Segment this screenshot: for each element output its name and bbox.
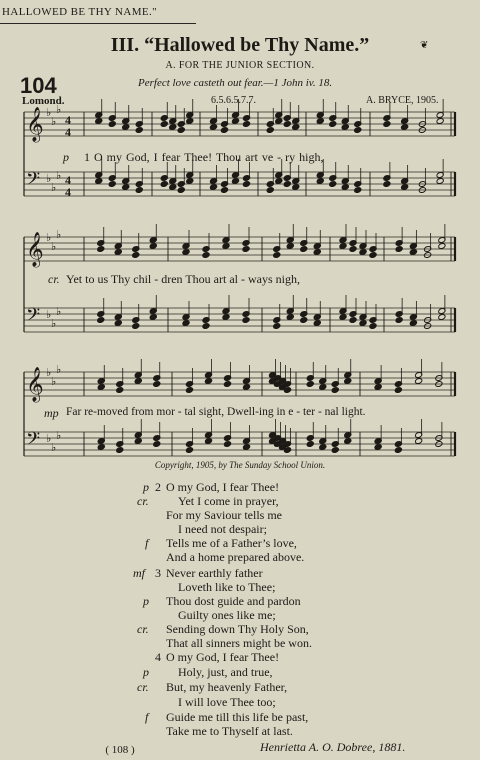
- note-head: [286, 243, 294, 250]
- note-head: [313, 249, 321, 256]
- note-head: [242, 246, 250, 253]
- note-head: [331, 387, 339, 394]
- note-head: [177, 127, 185, 134]
- note-head: [275, 118, 283, 125]
- flat-icon: ♭: [46, 173, 52, 185]
- note-head: [341, 184, 349, 191]
- note-head: [177, 187, 185, 194]
- note-head: [186, 118, 194, 125]
- flat-icon: ♭: [51, 182, 57, 194]
- verse-dynamic: cr.: [137, 622, 149, 636]
- treble-clef-icon: 𝄞: [26, 367, 44, 402]
- note-head: [185, 447, 193, 454]
- flat-icon: ♭: [51, 116, 57, 128]
- verse-line: That all sinners might be won.: [166, 636, 312, 650]
- note-head: [108, 121, 116, 128]
- note-head: [415, 438, 423, 445]
- note-head: [316, 118, 324, 125]
- verse-dynamic: cr.: [137, 680, 149, 694]
- note-head: [202, 323, 210, 330]
- flat-icon: ♭: [56, 364, 62, 376]
- verse-line: But, my heavenly Father,: [166, 680, 288, 694]
- verse-line: Sending down Thy Holy Son,: [166, 622, 309, 636]
- note-head: [242, 181, 250, 188]
- note-head: [160, 121, 168, 128]
- ornament-icon: ❦: [420, 40, 429, 51]
- verse-line: Loveth like to Thee;: [178, 580, 276, 594]
- note-head: [283, 121, 291, 128]
- note-head: [369, 252, 377, 259]
- verse-line: Never earthly father: [166, 566, 263, 580]
- note-head: [316, 178, 324, 185]
- verse-dynamic: f: [145, 536, 149, 550]
- bass-clef-icon: 𝄢: [26, 429, 41, 454]
- flat-icon: ♭: [56, 430, 62, 442]
- tune-name: Lomond.: [22, 95, 65, 107]
- note-head: [222, 243, 230, 250]
- note-head: [331, 447, 339, 454]
- note-head: [169, 124, 177, 131]
- note-head: [344, 438, 352, 445]
- flat-icon: ♭: [46, 107, 52, 119]
- epigraph: Perfect love casteth out fear.—1 John iv. 18.: [138, 77, 333, 89]
- note-head: [242, 317, 250, 324]
- note-head: [394, 387, 402, 394]
- note-head: [223, 441, 231, 448]
- system-3-dynamic: mp: [44, 406, 59, 420]
- verse-line: Guide me till this life be past,: [166, 710, 309, 724]
- note-head: [354, 127, 362, 134]
- flat-icon: ♭: [56, 104, 62, 116]
- note-head: [231, 118, 239, 125]
- note-head: [95, 118, 103, 125]
- note-head: [374, 384, 382, 391]
- verse-line: Yet I come in prayer,: [178, 494, 279, 508]
- note-head: [339, 314, 347, 321]
- note-head: [306, 441, 314, 448]
- bass-clef-icon: 𝄢: [26, 169, 41, 194]
- note-head: [438, 314, 446, 321]
- note-head: [97, 317, 105, 324]
- note-head: [344, 378, 352, 385]
- system-1-lyric: 1 O my God, I fear Thee! Thou art ve - ry high,: [84, 150, 324, 164]
- note-head: [300, 317, 308, 324]
- note-head: [135, 127, 143, 134]
- system-1-dynamic: p: [63, 150, 69, 164]
- note-head: [306, 381, 314, 388]
- note-head: [242, 121, 250, 128]
- verse-line: Holy, just, and true,: [178, 665, 273, 679]
- note-head: [383, 181, 391, 188]
- note-head: [438, 243, 446, 250]
- flat-icon: ♭: [56, 306, 62, 318]
- note-head: [394, 447, 402, 454]
- bass-clef-icon: 𝄢: [26, 305, 41, 330]
- note-head: [374, 444, 382, 451]
- note-head: [149, 243, 157, 250]
- note-head: [273, 323, 281, 330]
- time-signature: 4: [65, 173, 71, 187]
- flat-icon: ♭: [46, 309, 52, 321]
- note-head: [349, 246, 357, 253]
- verse-line: Guilty ones like me;: [178, 608, 276, 622]
- note-head: [242, 384, 250, 391]
- note-head: [341, 124, 349, 131]
- note-head: [160, 181, 168, 188]
- verse-number: 3: [155, 566, 161, 580]
- verse-line: For my Saviour tells me: [166, 508, 282, 522]
- note-head: [182, 320, 190, 327]
- note-head: [209, 124, 217, 131]
- note-head: [275, 178, 283, 185]
- note-head: [313, 320, 321, 327]
- note-head: [266, 187, 274, 194]
- flat-icon: ♭: [46, 367, 52, 379]
- note-head: [266, 127, 274, 134]
- note-head: [122, 184, 130, 191]
- verse-line: I will love Thee too;: [178, 695, 276, 709]
- time-signature: 4: [65, 125, 71, 139]
- note-head: [409, 320, 417, 327]
- note-head: [242, 444, 250, 451]
- verse-line: I need not despair;: [178, 522, 267, 536]
- verse-dynamic: mf: [133, 566, 145, 580]
- time-signature: 4: [65, 185, 71, 199]
- note-head: [209, 184, 217, 191]
- verse-number: 4: [155, 650, 161, 664]
- hymn-number: 104: [20, 73, 57, 98]
- note-head: [182, 249, 190, 256]
- note-head: [329, 181, 337, 188]
- verse-dynamic: f: [145, 710, 149, 724]
- note-head: [122, 124, 130, 131]
- note-head: [339, 243, 347, 250]
- time-signature: 4: [65, 113, 71, 127]
- verse-dynamic: p: [143, 480, 149, 494]
- section-title: III. “Hallowed be Thy Name.”: [110, 34, 370, 56]
- flat-icon: ♭: [51, 442, 57, 454]
- note-head: [329, 121, 337, 128]
- treble-clef-icon: 𝄞: [26, 107, 44, 142]
- author-attribution: Henrietta A. O. Dobree, 1881.: [260, 740, 406, 754]
- note-head: [436, 178, 444, 185]
- system-2-lyric: Yet to us Thy chil - dren Thou art al - ways nigh,: [66, 272, 300, 286]
- note-head: [222, 314, 230, 321]
- flat-icon: ♭: [51, 376, 57, 388]
- note-head: [359, 249, 367, 256]
- note-head: [95, 178, 103, 185]
- note-head: [436, 118, 444, 125]
- flat-icon: ♭: [56, 170, 62, 182]
- note-head: [283, 181, 291, 188]
- page-number: ( 108 ): [105, 744, 135, 756]
- note-head: [220, 127, 228, 134]
- note-head: [415, 378, 423, 385]
- note-head: [153, 381, 161, 388]
- note-head: [114, 320, 122, 327]
- note-head: [185, 387, 193, 394]
- note-head: [135, 187, 143, 194]
- verse-dynamic: cr.: [137, 494, 149, 508]
- note-head: [223, 381, 231, 388]
- flat-icon: ♭: [56, 229, 62, 241]
- note-head: [134, 438, 142, 445]
- note-head: [319, 384, 327, 391]
- note-head: [153, 441, 161, 448]
- flat-icon: ♭: [46, 232, 52, 244]
- verse-number: 2: [155, 480, 161, 494]
- note-head: [369, 323, 377, 330]
- running-head: HALLOWED BE THY NAME.": [2, 6, 158, 18]
- note-head: [401, 124, 409, 131]
- note-head: [204, 438, 212, 445]
- note-head: [220, 187, 228, 194]
- verse-dynamic: p: [143, 594, 149, 608]
- composer: A. BRYCE, 1905.: [366, 95, 439, 106]
- copyright-notice: Copyright, 1905, by The Sunday School Union.: [154, 460, 326, 470]
- note-head: [186, 178, 194, 185]
- flat-icon: ♭: [51, 318, 57, 330]
- subsection-title: A. FOR THE JUNIOR SECTION.: [165, 60, 315, 71]
- note-head: [132, 323, 140, 330]
- note-head: [97, 246, 105, 253]
- note-head: [292, 184, 300, 191]
- verse-dynamic: p: [143, 665, 149, 679]
- verse-line: O my God, I fear Thee!: [166, 650, 280, 664]
- verse-line: Tells me of a Father’s love,: [166, 536, 297, 550]
- note-head: [292, 124, 300, 131]
- note-head: [395, 246, 403, 253]
- note-head: [108, 181, 116, 188]
- note-head: [273, 252, 281, 259]
- note-head: [359, 320, 367, 327]
- note-head: [409, 249, 417, 256]
- note-head: [354, 187, 362, 194]
- note-head: [300, 246, 308, 253]
- note-head: [97, 444, 105, 451]
- note-head: [149, 314, 157, 321]
- note-head: [134, 378, 142, 385]
- meter: 6.5.6.5.7.7.: [211, 95, 256, 106]
- note-head: [97, 384, 105, 391]
- note-head: [401, 184, 409, 191]
- verse-line: And a home prepared above.: [166, 550, 305, 564]
- system-2-dynamic: cr.: [48, 272, 60, 286]
- note-head: [231, 178, 239, 185]
- flat-icon: ♭: [46, 433, 52, 445]
- note-head: [349, 317, 357, 324]
- system-3-lyric: Far re-moved from mor - tal sight, Dwell-ing in e - ter - nal light.: [66, 406, 366, 418]
- treble-clef-icon: 𝄞: [26, 232, 44, 267]
- verse-line: Thou dost guide and pardon: [166, 594, 301, 608]
- flat-icon: ♭: [51, 241, 57, 253]
- note-head: [202, 252, 210, 259]
- note-head: [132, 252, 140, 259]
- note-head: [116, 387, 124, 394]
- note-head: [319, 444, 327, 451]
- note-head: [383, 121, 391, 128]
- note-head: [286, 314, 294, 321]
- note-head: [114, 249, 122, 256]
- note-head: [116, 447, 124, 454]
- verse-line: Take me to Thyself at last.: [166, 724, 293, 738]
- verse-line: O my God, I fear Thee!: [166, 480, 280, 494]
- note-head: [395, 317, 403, 324]
- note-head: [169, 184, 177, 191]
- note-head: [204, 378, 212, 385]
